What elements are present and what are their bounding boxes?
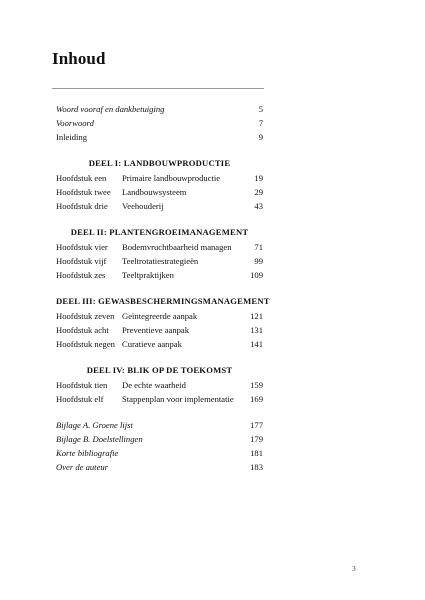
- toc-entry-label: Bijlage B. Doelstellingen: [56, 434, 143, 444]
- toc-chapter-row[interactable]: [56, 254, 263, 268]
- chapter-page: 19: [254, 173, 263, 183]
- toc-entry-page: 5: [258, 104, 263, 114]
- toc-entry-back[interactable]: [56, 432, 263, 446]
- toc-entry-page: 183: [250, 462, 263, 472]
- toc-chapter-row[interactable]: [56, 309, 263, 323]
- toc-entry-label: Over de auteur: [56, 462, 109, 472]
- toc-chapter-row[interactable]: [56, 185, 263, 199]
- toc-entry-back[interactable]: [56, 460, 263, 474]
- chapter-title: Primaire landbouwproductie: [122, 173, 221, 183]
- toc-entry-front[interactable]: [56, 102, 263, 116]
- chapter-page: 29: [254, 187, 263, 197]
- chapter-number: Hoofdstuk tien: [56, 380, 108, 390]
- toc-chapter-row[interactable]: [56, 323, 263, 337]
- toc-entry-page: 9: [258, 132, 263, 142]
- toc-entry-page: 179: [250, 434, 263, 444]
- part-heading: DEEL III: GEWASBESCHERMINGSMANAGEMENT: [56, 296, 270, 306]
- chapter-number: Hoofdstuk negen: [56, 339, 115, 349]
- toc-chapter-row[interactable]: [56, 378, 263, 392]
- toc-chapter-row[interactable]: [56, 171, 263, 185]
- chapter-title: Teeltrotatiestrategieën: [122, 256, 199, 266]
- chapter-number: Hoofdstuk vier: [56, 242, 108, 252]
- chapter-number: Hoofdstuk acht: [56, 325, 109, 335]
- toc-chapter-row[interactable]: [56, 268, 263, 282]
- chapter-page: 159: [250, 380, 263, 390]
- toc-entry-page: 181: [250, 448, 263, 458]
- chapter-number: Hoofdstuk zes: [56, 270, 106, 280]
- page-title: Inhoud: [52, 49, 106, 68]
- chapter-page: 109: [250, 270, 263, 280]
- toc-entry-back[interactable]: [56, 446, 263, 460]
- toc-entry-back[interactable]: [56, 418, 263, 432]
- chapter-page: 99: [254, 256, 263, 266]
- toc-chapter-row[interactable]: [56, 337, 263, 351]
- chapter-title: Teeltpraktijken: [122, 270, 174, 280]
- part-heading: DEEL II: PLANTENGROEIMANAGEMENT: [70, 227, 249, 237]
- toc-chapter-row[interactable]: [56, 199, 263, 213]
- chapter-number: Hoofdstuk zeven: [56, 311, 115, 321]
- toc-entry-front[interactable]: [56, 130, 263, 144]
- chapter-title: Bodemvruchtbaarheid managen: [122, 242, 232, 252]
- chapter-number: Hoofdstuk elf: [56, 394, 104, 404]
- part-heading: DEEL IV: BLIK OP DE TOEKOMST: [86, 365, 233, 375]
- chapter-number: Hoofdstuk twee: [56, 187, 111, 197]
- chapter-number: Hoofdstuk drie: [56, 201, 108, 211]
- toc-entry-front[interactable]: [56, 116, 263, 130]
- toc-entry-label: Woord vooraf en dankbetuiging: [56, 104, 165, 114]
- chapter-number: Hoofdstuk vijf: [56, 256, 107, 266]
- chapter-title: Geïntegreerde aanpak: [122, 311, 198, 321]
- toc-entry-page: 7: [258, 118, 263, 128]
- chapter-title: Preventieve aanpak: [122, 325, 190, 335]
- toc-chapter-row[interactable]: [56, 240, 263, 254]
- toc-chapter-row[interactable]: [56, 392, 263, 406]
- chapter-page: 43: [254, 201, 263, 211]
- chapter-title: Stappenplan voor implementatie: [122, 394, 234, 404]
- chapter-title: Curatieve aanpak: [122, 339, 182, 349]
- toc-entry-label: Bijlage A. Groene lijst: [56, 420, 133, 430]
- chapter-page: 121: [250, 311, 263, 321]
- toc-entry-page: 177: [250, 420, 263, 430]
- toc-entry-label: Korte bibliografie: [56, 448, 119, 458]
- part-heading: DEEL I: LANDBOUWPRODUCTIE: [88, 158, 231, 168]
- chapter-title: De echte waarheid: [122, 380, 186, 390]
- chapter-title: Landbouwsysteem: [122, 187, 187, 197]
- chapter-page: 71: [254, 242, 263, 252]
- chapter-page: 131: [250, 325, 263, 335]
- page-number: 3: [352, 564, 356, 573]
- chapter-number: Hoofdstuk een: [56, 173, 107, 183]
- chapter-title: Veehouderij: [122, 201, 164, 211]
- title-divider: [52, 88, 264, 89]
- toc-entry-label: Inleiding: [56, 132, 88, 142]
- chapter-page: 169: [250, 394, 263, 404]
- toc-entry-label: Voorwoord: [56, 118, 94, 128]
- chapter-page: 141: [250, 339, 263, 349]
